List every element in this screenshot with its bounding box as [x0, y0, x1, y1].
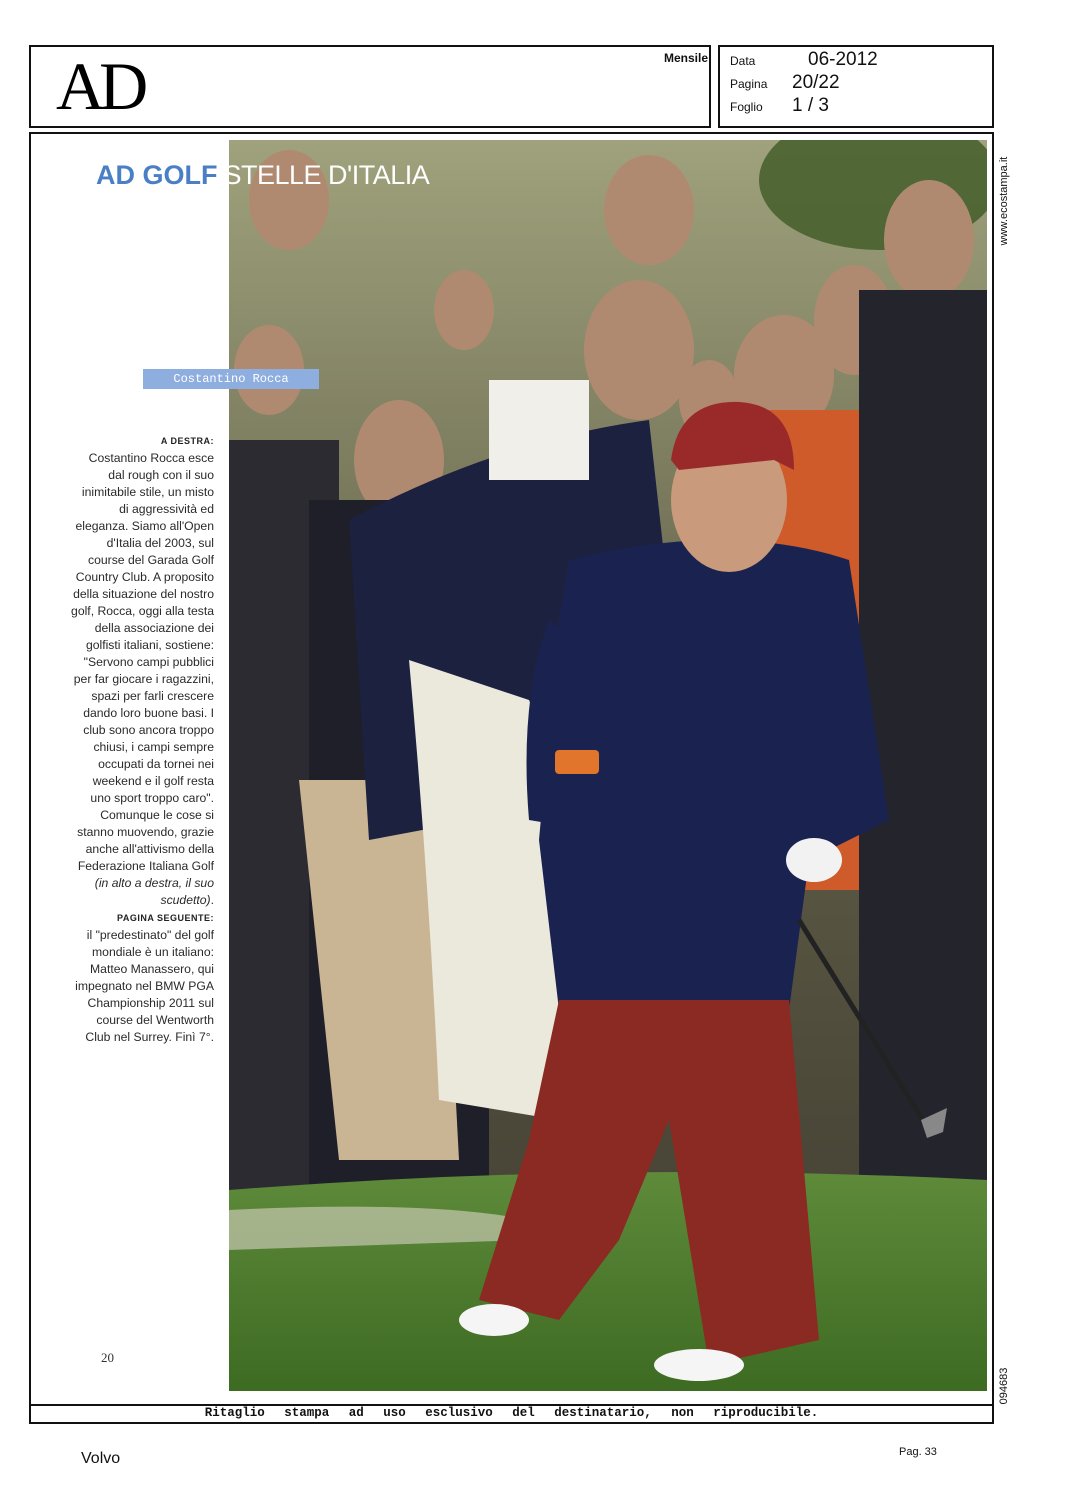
client-name: Volvo	[81, 1450, 121, 1467]
side-code	[994, 1364, 1014, 1408]
ad-logo: AD	[56, 48, 143, 124]
caption-heading-next: PAGINA SEGUENTE:	[116, 913, 214, 923]
name-tag: Costantino Rocca	[143, 369, 319, 389]
foglio-value: 1 / 3	[792, 95, 829, 116]
data-value: 06-2012	[808, 49, 878, 70]
foglio-label: Foglio	[730, 100, 763, 114]
caption-heading-right: A DESTRA:	[160, 436, 214, 446]
side-url-text: www.ecostampa.it	[998, 156, 1010, 246]
section-name: AD GOLF	[96, 160, 218, 190]
photo-illustration	[229, 140, 987, 1391]
caption-end: .	[210, 893, 214, 907]
photo-caption	[70, 432, 214, 1046]
caption-italic-note: (in alto a destra, il suo scudetto)	[94, 876, 214, 907]
side-code-text: 094683	[998, 1367, 1010, 1405]
page-number: 20	[101, 1350, 114, 1365]
pagina-label: Pagina	[730, 77, 768, 91]
caption-text-next: il "predestinato" del golf mondiale è un italiano: Matteo Manassero, qui impegnato nel BMW PGA Championship 2011 sul course del Wentworth Club nel Surrey. Finì 7°.	[75, 928, 214, 1044]
caption-text-right: Costantino Rocca esce dal rough con il suo inimitabile stile, un misto di aggressività ed eleganza. Siamo all'Open d'Italia del 2003, sul course del Garada Golf Country Club. A proposito della situazione del nostro golf, Rocca, oggi alla testa della associazione dei golfisti italiani, sostiene: "Servono campi pubblici per far giocare i ragazzini, spazi per farli crescere dando loro buone basi. I club sono ancora troppo chiusi, i campi sempre occupati da tornei nei weekend e il golf resta uno sport troppo caro". Comunque le cose si stanno muovendo, grazie anche all'attivismo della Federazione Italiana Golf	[71, 451, 214, 873]
golfer-photo	[229, 140, 987, 1391]
frequency-label: Mensile	[664, 51, 709, 65]
side-url	[994, 146, 1014, 256]
page-counter: Pag. 33	[899, 1446, 937, 1458]
pagina-value: 20/22	[792, 72, 840, 93]
footer-note: Ritaglio stampa ad uso esclusivo del destinatario, non riproducibile.	[204, 1406, 819, 1420]
data-label: Data	[730, 54, 756, 68]
section-title	[96, 160, 429, 191]
section-subtitle: STELLE D'ITALIA	[223, 160, 430, 190]
